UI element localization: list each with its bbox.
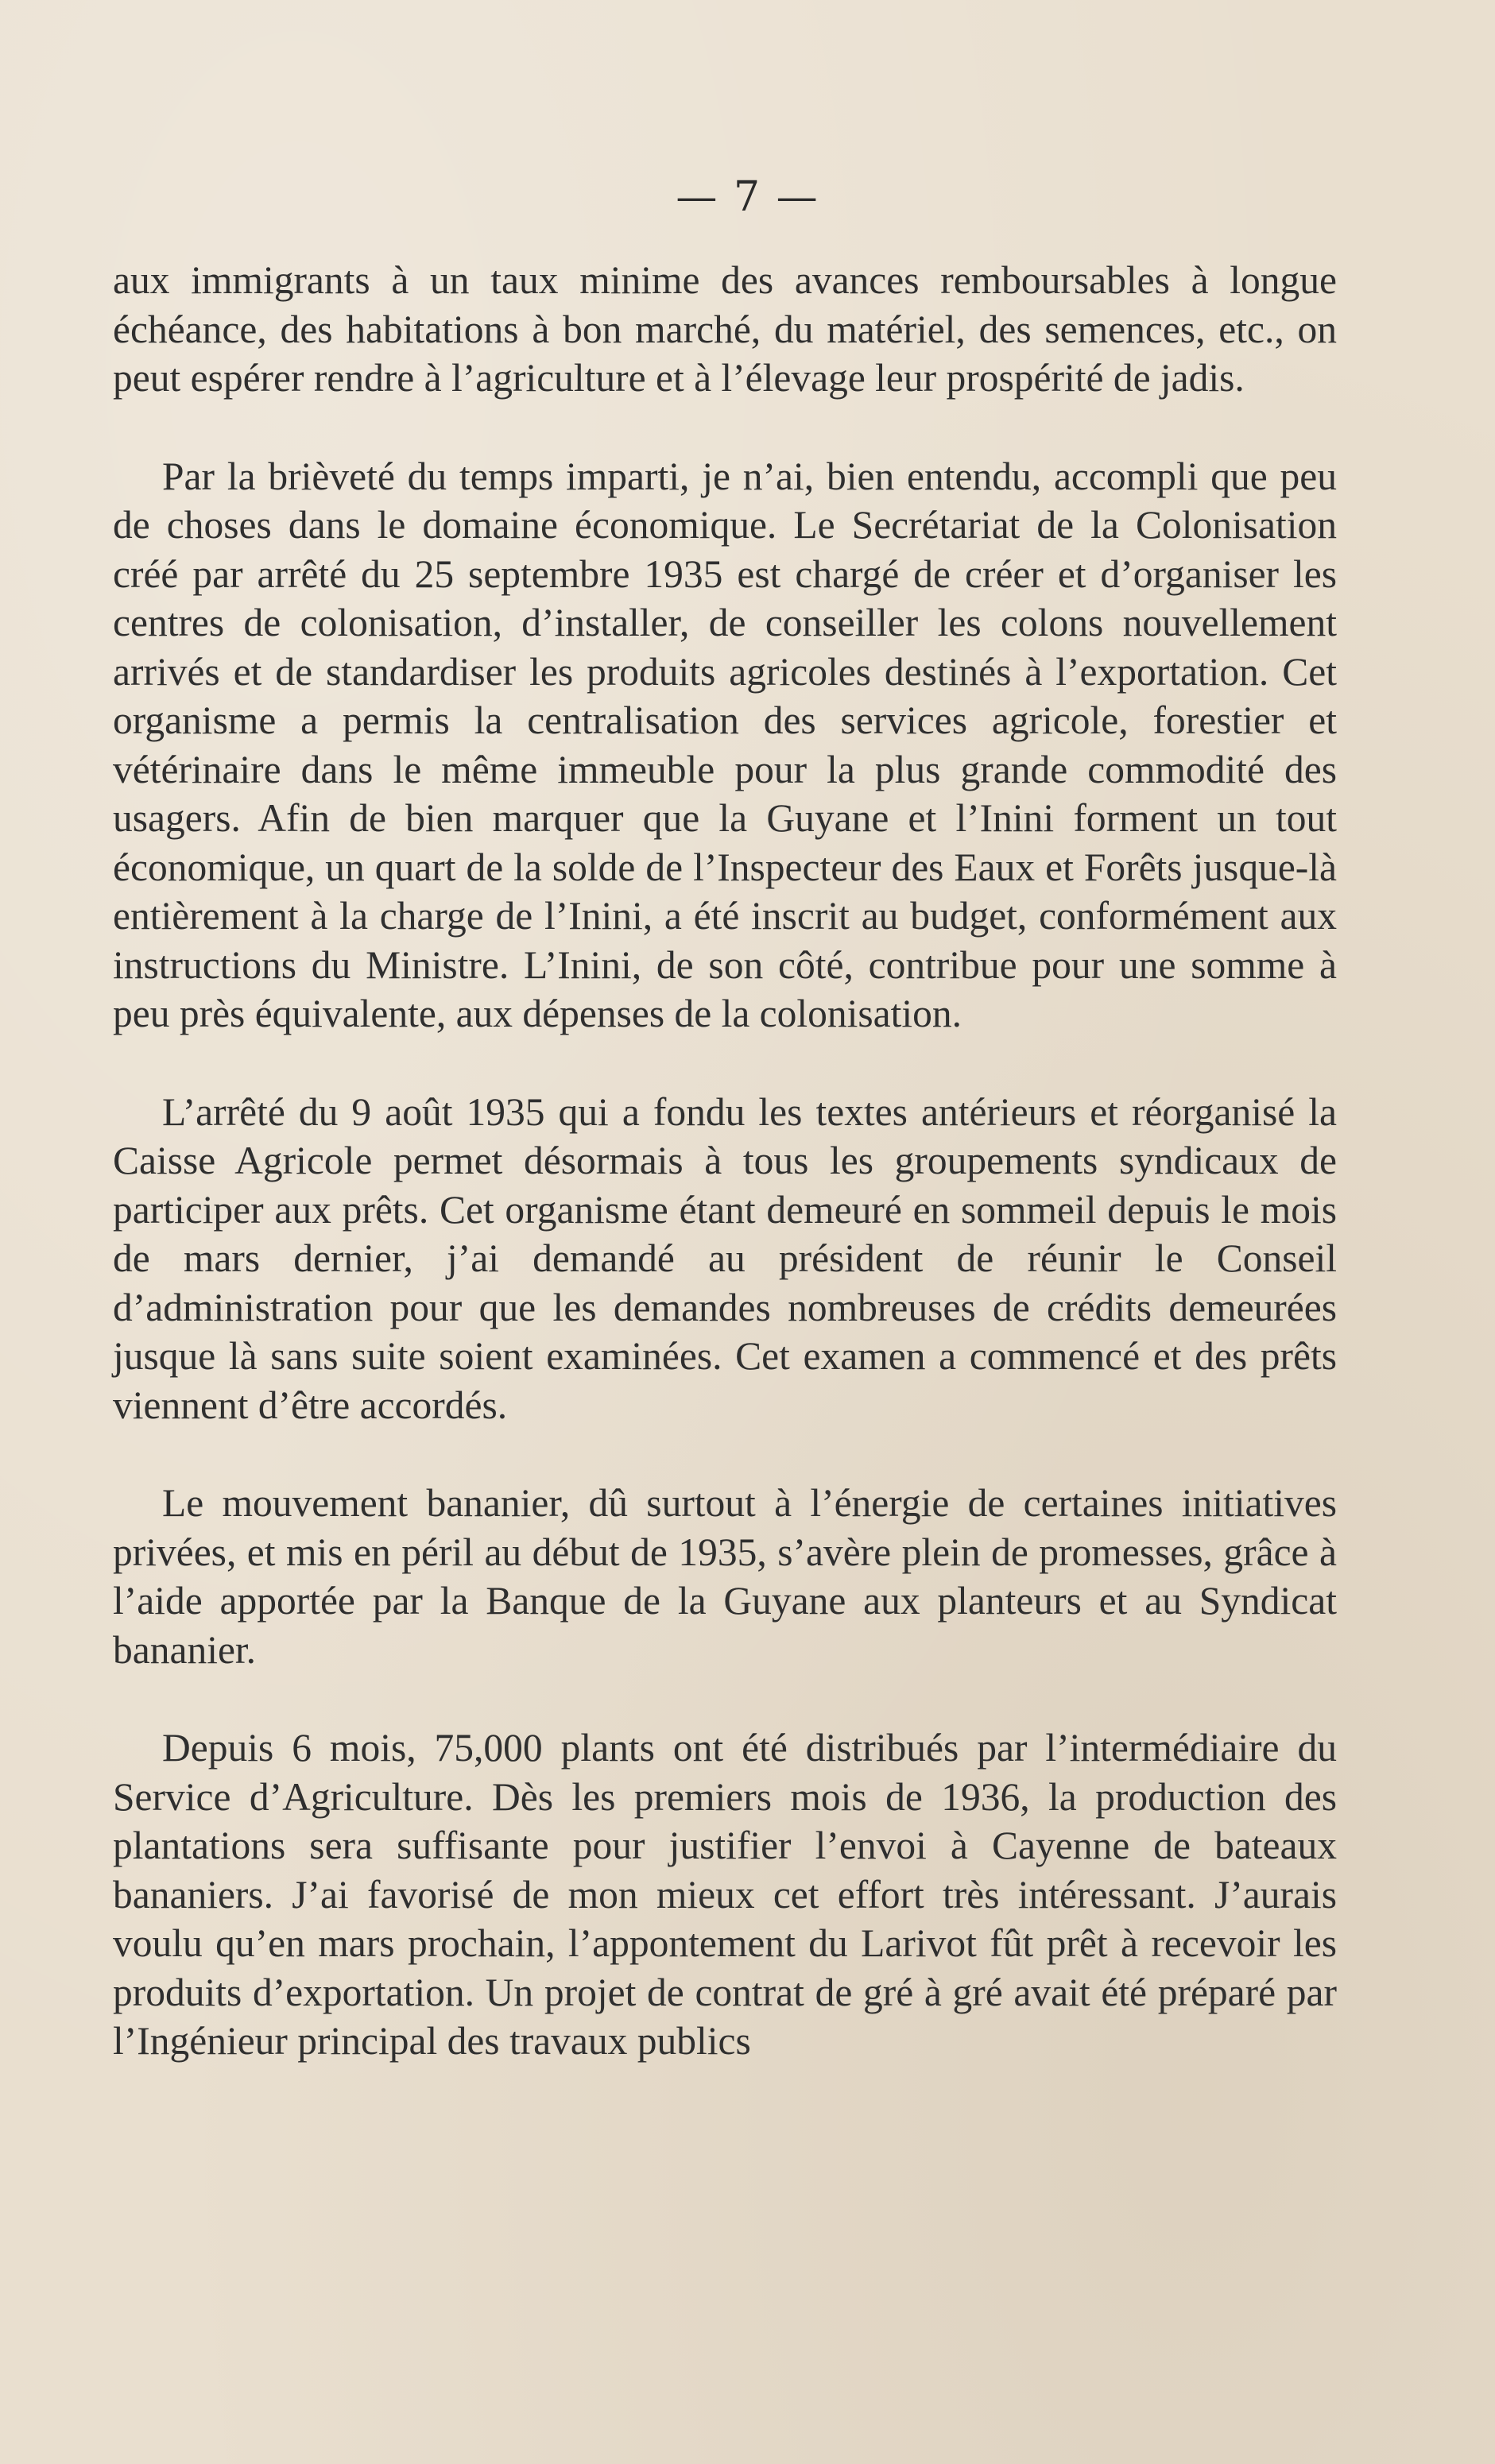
page-number: — 7 — — [676, 173, 819, 221]
paragraph-2: Par la brièveté du temps imparti, je n’ai, bien entendu, accompli que peu de choses dans le domaine économique. Le Secrétariat de la Colonisation créé par arrêté du 25 septembre 1935 est chargé de créer et d’organiser les centres de colonisation, d’installer, de conseiller les colons nouvellement arrivés et de standardiser les produits agricoles destinés à l’exportation. Cet organisme a permis la centralisation des services agricole, forestier et vétérinaire dans le même immeuble pour la plus grande commodité des usagers. Afin de bien marquer que la Guyane et l’Inini forment un tout économique, un quart de la solde de l’Inspecteur des Eaux et Forêts jusque-là entièrement à la charge de l’Inini, a été inscrit au budget, conformément aux instructions du Ministre. L’Inini, de son côté, contribue pour une somme à peu près équivalente, aux dépenses de la colonisation. — [113, 454, 1337, 1035]
body-text — [113, 256, 1337, 2066]
paragraph-3: L’arrêté du 9 août 1935 qui a fondu les textes antérieurs et réorganisé la Caisse Agricole permet désormais à tous les groupements syndicaux de participer aux prêts. Cet organisme étant demeuré en sommeil depuis le mois de mars dernier, j’ai demandé au président de réunir le Conseil d’administration pour que les demandes nombreuses de crédits demeurées jusque là sans suite soient examinées. Cet examen a commencé et des prêts viennent d’être accordés. — [113, 1089, 1337, 1427]
paragraph-1: aux immigrants à un taux minime des avances remboursables à longue échéance, des habitations à bon marché, du matériel, des semences, etc., on peut espérer rendre à l’agriculture et à l’élevage leur prospérité de jadis. — [113, 258, 1337, 400]
paragraph-4: Le mouvement bananier, dû surtout à l’énergie de certaines initiatives privées, et mis en péril au début de 1935, s’avère plein de promesses, grâce à l’aide apportée par la Banque de la Guyane aux planteurs et au Syndicat bananier. — [113, 1481, 1337, 1672]
paragraph-5: Depuis 6 mois, 75,000 plants ont été distribués par l’intermédiaire du Service d’Agriculture. Dès les premiers mois de 1936, la production des plantations sera suffisante pour justifier l’envoi à Cayenne de bateaux bananiers. J’ai favorisé de mon mieux cet effort très intéressant. J’aurais voulu qu’en mars prochain, l’appontement du Larivot fût prêt à recevoir les produits d’exportation. Un projet de contrat de gré à gré avait été préparé par l’Ingénieur principal des travaux publics — [113, 1726, 1337, 2063]
